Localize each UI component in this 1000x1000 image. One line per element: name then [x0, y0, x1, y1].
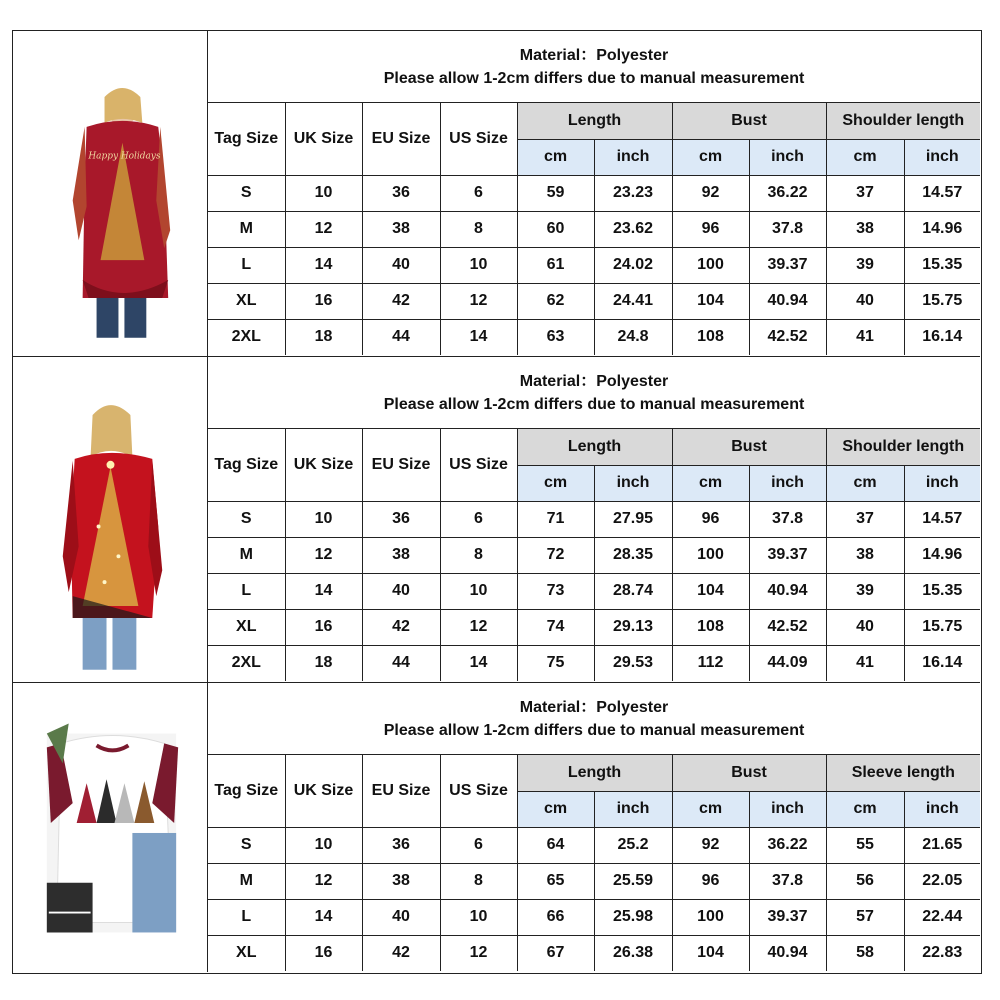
table-cell: 56: [826, 863, 904, 899]
eu-size-header: EU Size: [362, 103, 440, 175]
table-cell: 36: [362, 175, 440, 211]
bust-group-header: Bust: [672, 429, 826, 465]
table-cell: 100: [672, 899, 749, 935]
measurement-note: Please allow 1-2cm differs due to manual measurement: [383, 69, 805, 87]
product-photo-2: [13, 357, 208, 682]
uk-size-header: UK Size: [285, 755, 362, 827]
table-cell: 64: [517, 827, 594, 863]
table-cell: 92: [672, 827, 749, 863]
red-christmas-tree-top-photo-icon: [13, 357, 207, 682]
bust-group-header: Bust: [672, 755, 826, 791]
info-header-1: [208, 31, 980, 103]
table-cell: 10: [440, 247, 517, 283]
table-cell: 44.09: [749, 645, 826, 681]
uk-size-header: UK Size: [285, 103, 362, 175]
table-cell: 25.59: [594, 863, 672, 899]
table-cell: 16: [285, 609, 362, 645]
product-photo-1: [13, 31, 208, 356]
table-cell: 100: [672, 247, 749, 283]
unit-cm-header: cm: [826, 465, 904, 501]
table-cell: 36.22: [749, 827, 826, 863]
size-table-block-3: [13, 683, 980, 972]
table-cell: 12: [440, 935, 517, 971]
material-label: Material：Polyester: [519, 372, 669, 390]
table-cell: 12: [440, 609, 517, 645]
measurement-note: Please allow 1-2cm differs due to manual measurement: [383, 395, 805, 413]
us-size-header: US Size: [440, 755, 517, 827]
table-cell: 14: [440, 645, 517, 681]
table-row: [208, 645, 980, 681]
table-cell: 38: [362, 211, 440, 247]
tag-size-header: Tag Size: [208, 103, 285, 175]
table-cell: 12: [440, 283, 517, 319]
table-cell: 74: [517, 609, 594, 645]
length-group-header: Length: [517, 103, 672, 139]
table-cell: 66: [517, 899, 594, 935]
table-cell: 65: [517, 863, 594, 899]
table-cell: 25.2: [594, 827, 672, 863]
unit-inch-header: inch: [594, 139, 672, 175]
table-row: [208, 501, 980, 537]
table-cell: 12: [285, 211, 362, 247]
table-cell: 10: [285, 501, 362, 537]
table-cell: M: [208, 211, 285, 247]
table-cell: 96: [672, 863, 749, 899]
table-cell: XL: [208, 935, 285, 971]
table-cell: 6: [440, 175, 517, 211]
length-group-header: Length: [517, 429, 672, 465]
unit-cm-header: cm: [672, 791, 749, 827]
table-cell: 92: [672, 175, 749, 211]
table-cell: 8: [440, 537, 517, 573]
table-cell: 108: [672, 609, 749, 645]
print-text-label: Happy Holidays: [88, 151, 161, 162]
table-cell: 39: [826, 573, 904, 609]
tag-size-header: Tag Size: [208, 429, 285, 501]
table-cell: 42: [362, 283, 440, 319]
table-row: [208, 573, 980, 609]
table-cell: 16: [285, 283, 362, 319]
table-cell: L: [208, 573, 285, 609]
table-cell: 36: [362, 827, 440, 863]
us-size-header: US Size: [440, 103, 517, 175]
table-cell: 42.52: [749, 319, 826, 355]
info-header-3: [208, 683, 980, 755]
table-cell: L: [208, 247, 285, 283]
table-cell: 21.65: [904, 827, 980, 863]
table-cell: 40: [362, 573, 440, 609]
table-cell: 42: [362, 935, 440, 971]
unit-inch-header: inch: [904, 139, 980, 175]
table-cell: 24.02: [594, 247, 672, 283]
table-cell: 22.44: [904, 899, 980, 935]
unit-inch-header: inch: [594, 791, 672, 827]
table-cell: 40: [826, 609, 904, 645]
table-cell: 8: [440, 211, 517, 247]
size-table-3: [208, 755, 980, 971]
table-cell: 58: [826, 935, 904, 971]
table-cell: 8: [440, 863, 517, 899]
table-cell: M: [208, 537, 285, 573]
bust-group-header: Bust: [672, 103, 826, 139]
table-cell: 29.53: [594, 645, 672, 681]
table-cell: 6: [440, 501, 517, 537]
table-cell: 40: [362, 899, 440, 935]
table-cell: 55: [826, 827, 904, 863]
table-row: [208, 211, 980, 247]
table-cell: 10: [440, 573, 517, 609]
product-photo-3: [13, 683, 208, 972]
table-cell: 14: [285, 899, 362, 935]
size-table-2: [208, 429, 980, 681]
unit-inch-header: inch: [749, 465, 826, 501]
table-cell: 57: [826, 899, 904, 935]
table-cell: 28.74: [594, 573, 672, 609]
table-cell: 27.95: [594, 501, 672, 537]
table-row: [208, 609, 980, 645]
table-cell: S: [208, 501, 285, 537]
unit-cm-header: cm: [826, 791, 904, 827]
table-cell: XL: [208, 283, 285, 319]
table-cell: 14.57: [904, 175, 980, 211]
table-cell: 14: [285, 247, 362, 283]
table-cell: 39: [826, 247, 904, 283]
table-cell: 73: [517, 573, 594, 609]
table-cell: 41: [826, 319, 904, 355]
table-cell: 96: [672, 211, 749, 247]
table-cell: 38: [826, 211, 904, 247]
size-table-1: [208, 103, 980, 355]
table-row: [208, 319, 980, 355]
table-cell: 104: [672, 573, 749, 609]
table-cell: 38: [362, 863, 440, 899]
table-cell: 18: [285, 645, 362, 681]
table-cell: 38: [362, 537, 440, 573]
raglan-tree-tee-photo-icon: [13, 683, 207, 972]
table-cell: 24.41: [594, 283, 672, 319]
table-row: [208, 175, 980, 211]
table-cell: 44: [362, 645, 440, 681]
table-cell: 96: [672, 501, 749, 537]
table-cell: 16.14: [904, 645, 980, 681]
table-row: [208, 537, 980, 573]
table-cell: 15.35: [904, 247, 980, 283]
table-cell: 23.62: [594, 211, 672, 247]
table-cell: 24.8: [594, 319, 672, 355]
table-cell: 40: [826, 283, 904, 319]
table-cell: 10: [440, 899, 517, 935]
unit-inch-header: inch: [904, 791, 980, 827]
table-cell: 40.94: [749, 283, 826, 319]
sleeve-length-group-header: Sleeve length: [826, 755, 980, 791]
table-cell: 40.94: [749, 573, 826, 609]
eu-size-header: EU Size: [362, 755, 440, 827]
table-cell: 41: [826, 645, 904, 681]
table-cell: 39.37: [749, 537, 826, 573]
table-cell: 22.83: [904, 935, 980, 971]
unit-cm-header: cm: [517, 139, 594, 175]
table-cell: 63: [517, 319, 594, 355]
table-cell: 61: [517, 247, 594, 283]
table-cell: 36.22: [749, 175, 826, 211]
table-cell: 12: [285, 537, 362, 573]
size-table-block-2: [13, 357, 980, 683]
table-cell: 26.38: [594, 935, 672, 971]
table-cell: S: [208, 827, 285, 863]
table-cell: 14.57: [904, 501, 980, 537]
unit-cm-header: cm: [672, 139, 749, 175]
unit-cm-header: cm: [517, 791, 594, 827]
size-table-block-1: [13, 31, 980, 357]
table-cell: 104: [672, 935, 749, 971]
table-cell: 36: [362, 501, 440, 537]
table-cell: 37.8: [749, 863, 826, 899]
table-cell: 29.13: [594, 609, 672, 645]
table-cell: 44: [362, 319, 440, 355]
unit-inch-header: inch: [594, 465, 672, 501]
table-cell: 6: [440, 827, 517, 863]
table-cell: 16: [285, 935, 362, 971]
table-cell: 16.14: [904, 319, 980, 355]
table-cell: 72: [517, 537, 594, 573]
table-row: [208, 935, 980, 971]
table-cell: 23.23: [594, 175, 672, 211]
table-cell: 10: [285, 827, 362, 863]
table-row: [208, 863, 980, 899]
table-cell: 108: [672, 319, 749, 355]
table-cell: 15.75: [904, 283, 980, 319]
material-label: Material：Polyester: [519, 46, 669, 64]
unit-inch-header: inch: [904, 465, 980, 501]
unit-inch-header: inch: [749, 791, 826, 827]
table-cell: 100: [672, 537, 749, 573]
unit-cm-header: cm: [517, 465, 594, 501]
table-row: [208, 827, 980, 863]
red-christmas-tunic-photo-icon: [13, 31, 207, 356]
table-cell: 14: [440, 319, 517, 355]
table-cell: 37: [826, 501, 904, 537]
table-cell: 14.96: [904, 537, 980, 573]
table-cell: 37: [826, 175, 904, 211]
table-cell: 15.35: [904, 573, 980, 609]
unit-cm-header: cm: [826, 139, 904, 175]
eu-size-header: EU Size: [362, 429, 440, 501]
uk-size-header: UK Size: [285, 429, 362, 501]
table-cell: 37.8: [749, 211, 826, 247]
table-cell: XL: [208, 609, 285, 645]
table-row: [208, 283, 980, 319]
table-cell: S: [208, 175, 285, 211]
table-cell: 2XL: [208, 645, 285, 681]
table-cell: 104: [672, 283, 749, 319]
tag-size-header: Tag Size: [208, 755, 285, 827]
table-cell: 14: [285, 573, 362, 609]
table-cell: 14.96: [904, 211, 980, 247]
table-cell: 2XL: [208, 319, 285, 355]
table-cell: 38: [826, 537, 904, 573]
material-label: Material：Polyester: [519, 698, 669, 716]
table-cell: 67: [517, 935, 594, 971]
table-cell: 60: [517, 211, 594, 247]
table-cell: 39.37: [749, 899, 826, 935]
table-cell: 39.37: [749, 247, 826, 283]
table-cell: 37.8: [749, 501, 826, 537]
table-cell: 12: [285, 863, 362, 899]
table-cell: M: [208, 863, 285, 899]
table-row: [208, 247, 980, 283]
table-cell: 71: [517, 501, 594, 537]
us-size-header: US Size: [440, 429, 517, 501]
shoulder-length-group-header: Shoulder length: [826, 429, 980, 465]
table-cell: 42.52: [749, 609, 826, 645]
unit-cm-header: cm: [672, 465, 749, 501]
size-chart-sheet: [12, 30, 982, 974]
table-cell: 22.05: [904, 863, 980, 899]
table-cell: 25.98: [594, 899, 672, 935]
table-cell: 28.35: [594, 537, 672, 573]
table-cell: L: [208, 899, 285, 935]
table-cell: 40.94: [749, 935, 826, 971]
table-cell: 59: [517, 175, 594, 211]
table-cell: 62: [517, 283, 594, 319]
unit-inch-header: inch: [749, 139, 826, 175]
table-cell: 18: [285, 319, 362, 355]
info-header-2: [208, 357, 980, 429]
length-group-header: Length: [517, 755, 672, 791]
shoulder-length-group-header: Shoulder length: [826, 103, 980, 139]
table-cell: 10: [285, 175, 362, 211]
table-cell: 112: [672, 645, 749, 681]
table-row: [208, 899, 980, 935]
table-cell: 42: [362, 609, 440, 645]
table-cell: 75: [517, 645, 594, 681]
table-cell: 40: [362, 247, 440, 283]
measurement-note: Please allow 1-2cm differs due to manual measurement: [383, 721, 805, 739]
table-cell: 15.75: [904, 609, 980, 645]
